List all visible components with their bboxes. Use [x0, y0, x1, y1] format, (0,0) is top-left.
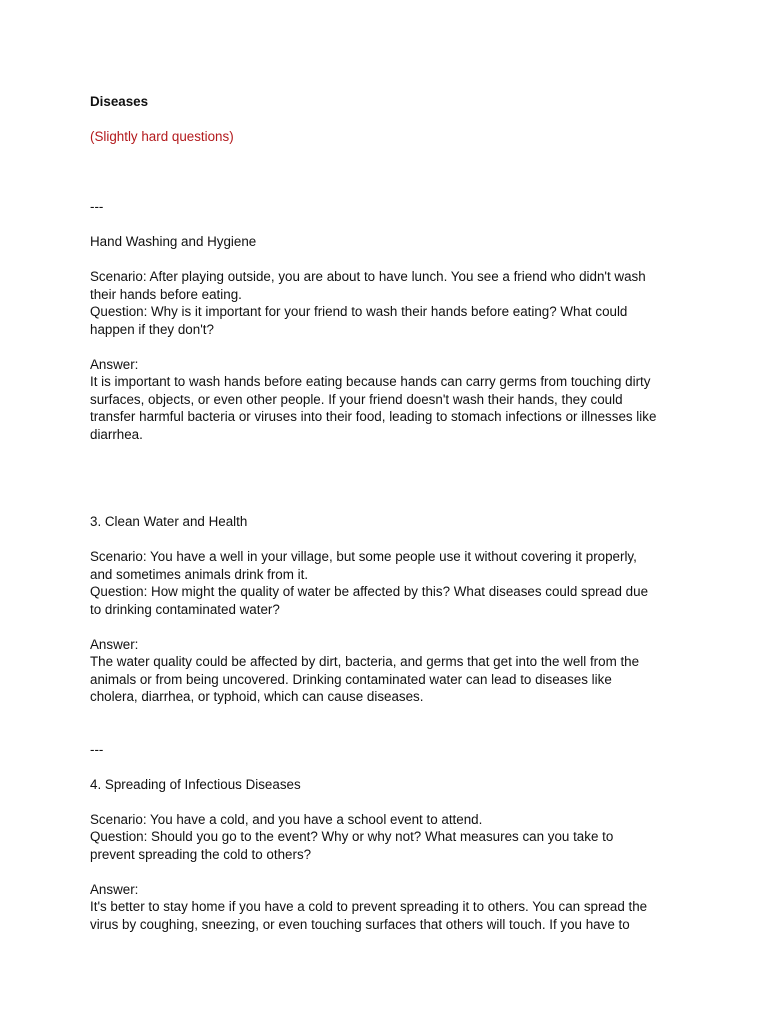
document-body [90, 93, 690, 933]
section-answer-label-infectious-diseases: Answer: [90, 881, 139, 897]
section-question-hand-washing: Question: Why is it important for your friend to wash their hands before eating? What could happen if they don't? [90, 304, 628, 337]
section-scenario-infectious-diseases: Scenario: You have a cold, and you have a school event to attend. [90, 811, 483, 827]
section-answer-label-hand-washing: Answer: [90, 356, 139, 372]
section-heading-hand-washing: Hand Washing and Hygiene [90, 234, 257, 249]
section-answer-hand-washing: It is important to wash hands before eating because hands can carry germs from touching dirty surfaces, objects, or even other people. If your friend doesn't wash their hands, they could transfer harmful bacteria or viruses into their food, leading to stomach infections or illnesses like diarrhea. [90, 374, 657, 442]
section-scenario-hand-washing: Scenario: After playing outside, you are about to have lunch. You see a friend who didn't wash their hands before eating. [90, 269, 646, 302]
document-title: Diseases [90, 94, 149, 109]
section-question-infectious-diseases: Question: Should you go to the event? Why or why not? What measures can you take to prevent spreading the cold to others? [90, 829, 614, 862]
section-answer-clean-water: The water quality could be affected by dirt, bacteria, and germs that get into the well from the animals or from being uncovered. Drinking contaminated water can lead to diseases like cholera, diarrhea, or typhoid, which can cause diseases. [90, 654, 640, 704]
section-answer-infectious-diseases: It's better to stay home if you have a cold to prevent spreading it to others. You can spread the virus by coughing, sneezing, or even touching surfaces that others will touch. If you have to [90, 899, 648, 932]
section-answer-label-clean-water: Answer: [90, 636, 139, 652]
section-question-clean-water: Question: How might the quality of water be affected by this? What diseases could spread due to drinking contaminated water? [90, 584, 649, 617]
section-scenario-clean-water: Scenario: You have a well in your village, but some people use it without covering it properly, and sometimes animals drink from it. [90, 549, 637, 582]
separator-2: --- [90, 741, 104, 757]
section-heading-infectious-diseases: 4. Spreading of Infectious Diseases [90, 776, 301, 792]
section-heading-clean-water: 3. Clean Water and Health [90, 514, 248, 529]
separator-1: --- [90, 199, 104, 214]
document-subtitle: (Slightly hard questions) [90, 129, 234, 144]
